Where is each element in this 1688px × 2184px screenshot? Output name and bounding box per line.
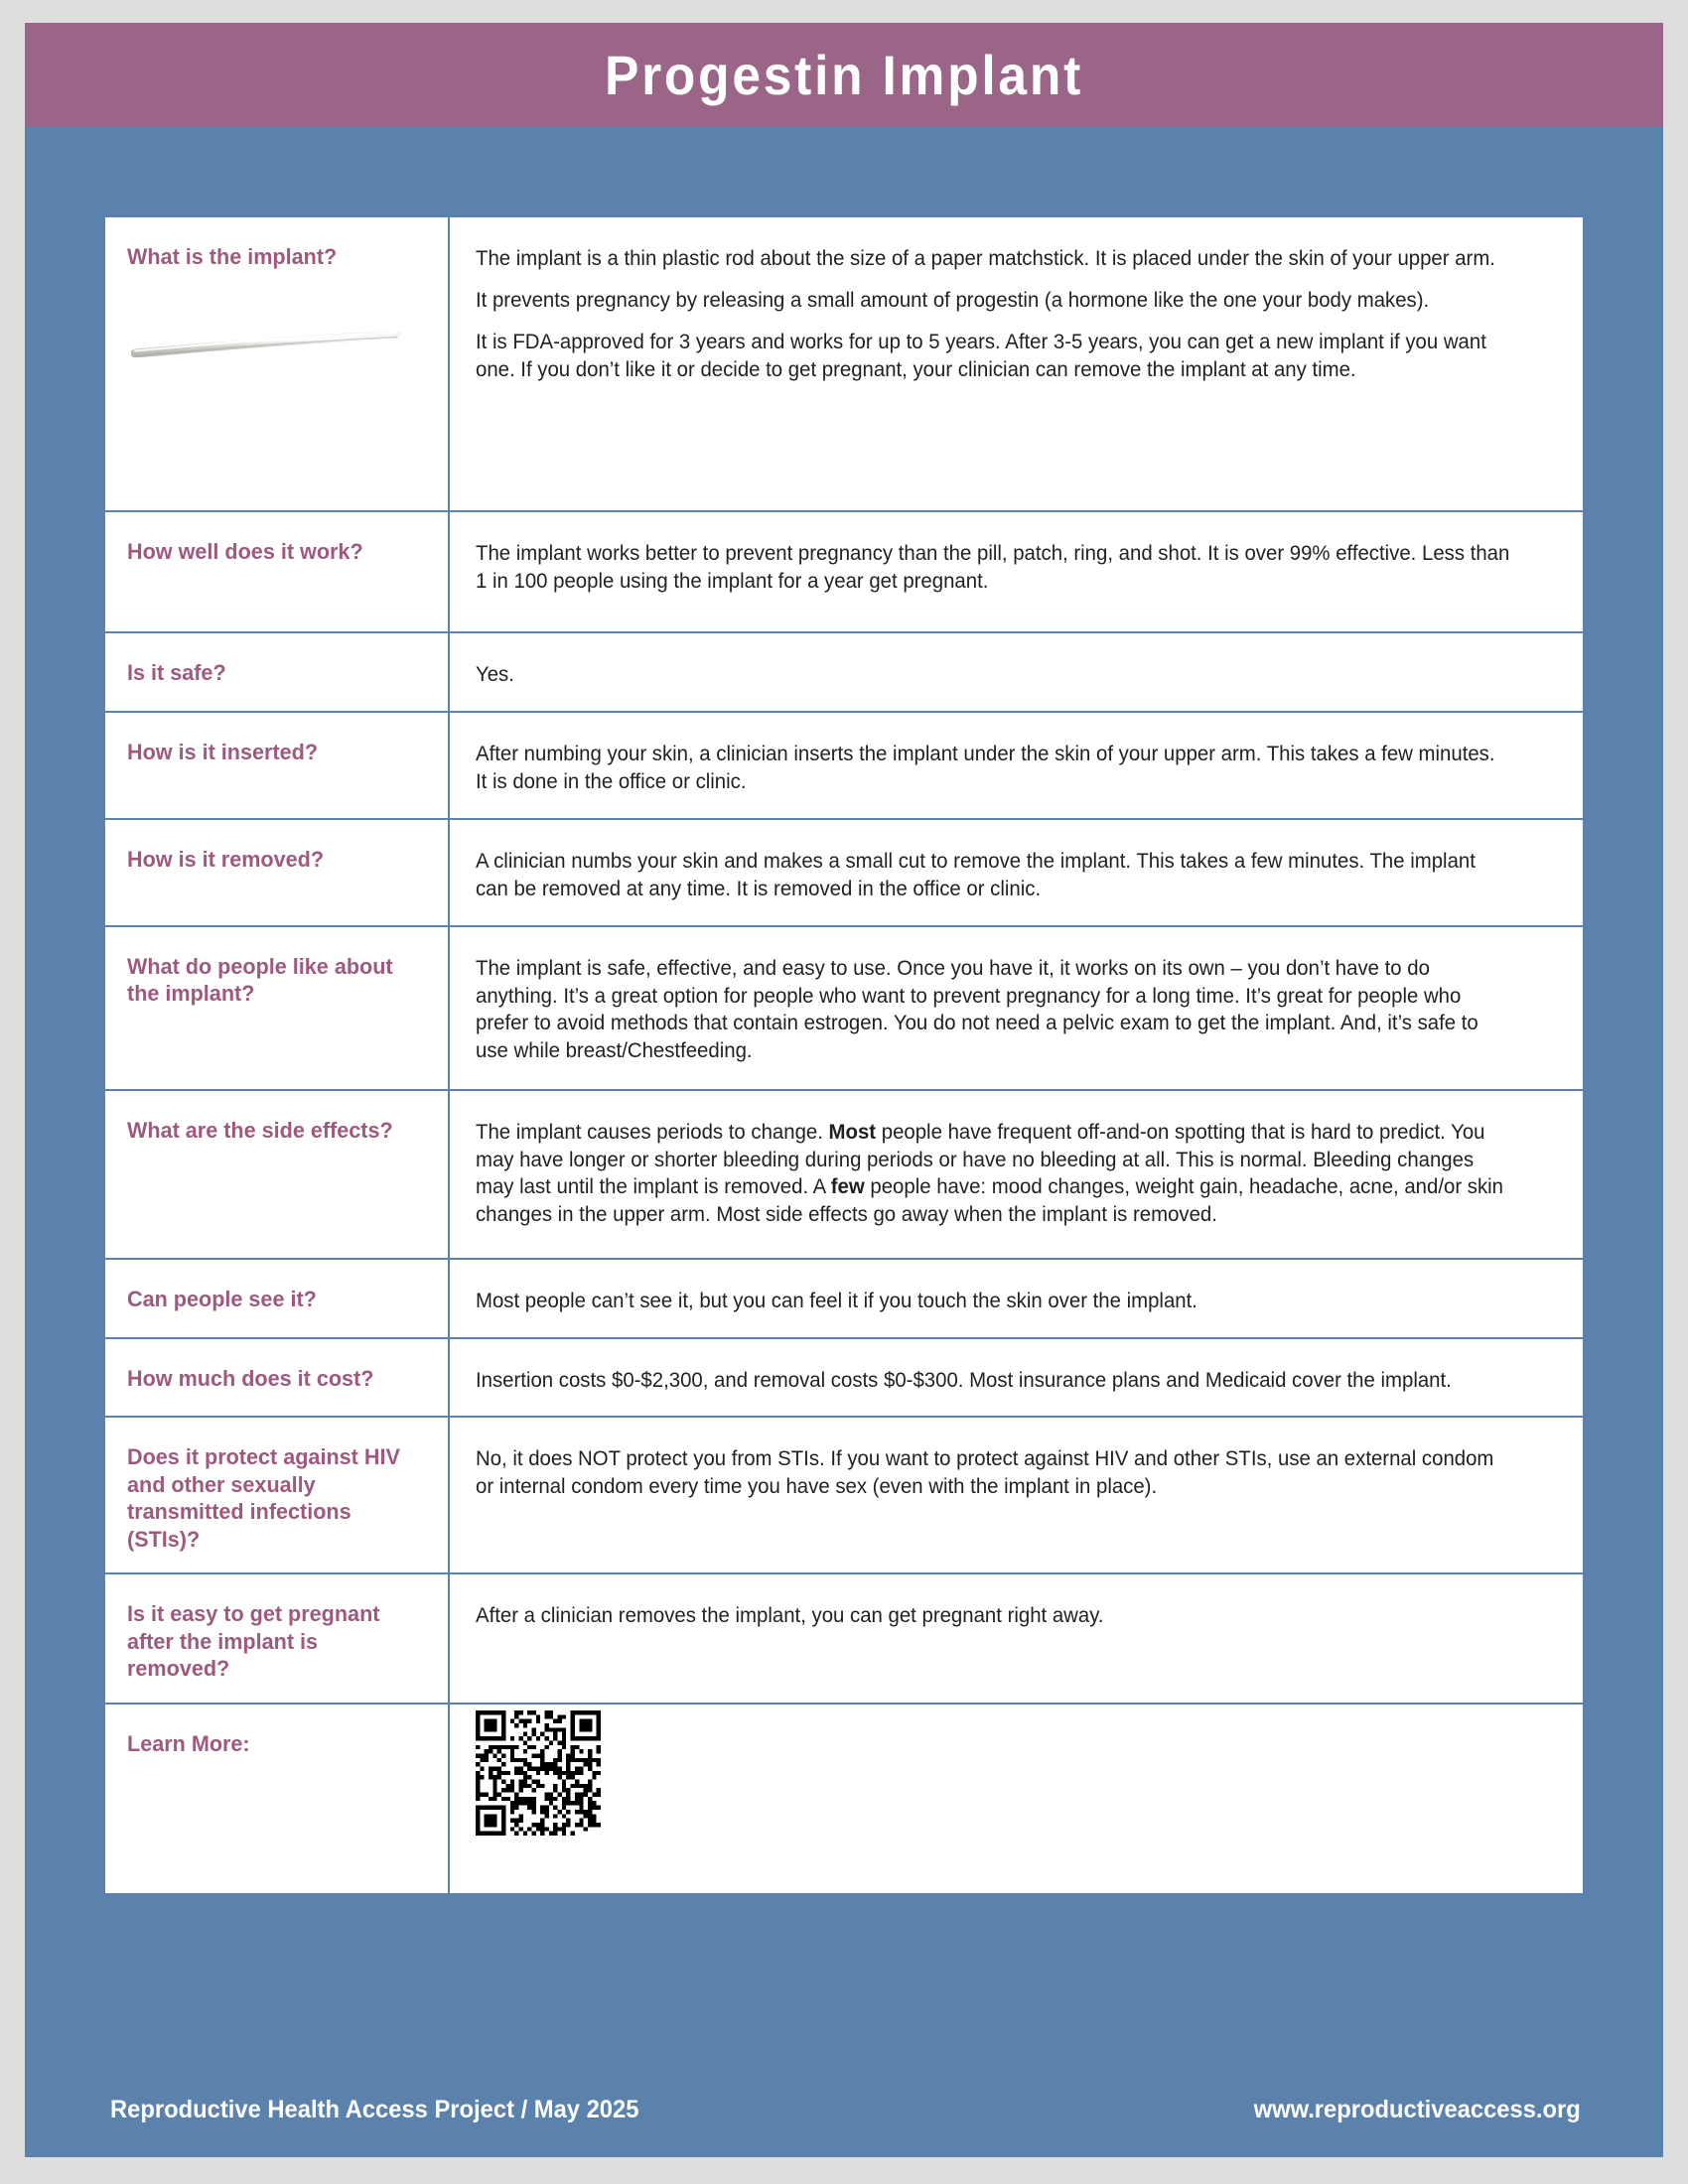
paragraph: Insertion costs $0-$2,300, and removal costs $0-$300. Most insurance plans and Medicaid cover the implant. xyxy=(476,1368,1452,1392)
paragraph: The implant causes periods to change. Most people have frequent off-and-on spotting that is hard to predict. You may have longer or shorter bleeding during periods or have no bleeding at all. This is normal. Bleeding changes may last until the implant is removed. A few people have: mood changes, weight gain, headache, acne, and/or skin changes in the upper arm. Most side effects go away when the implant is removed. xyxy=(476,1120,1503,1227)
row-body-cell xyxy=(450,1260,1583,1337)
table-row xyxy=(105,1705,1583,1893)
row-label: Is it safe? xyxy=(127,660,226,685)
row-label-cell xyxy=(105,1418,450,1572)
footer-organization: Reproductive Health Access Project / May 2025 xyxy=(110,2096,639,2123)
row-label: What do people like about the implant? xyxy=(127,953,393,1007)
row-label: How is it removed? xyxy=(127,846,325,872)
row-body-cell xyxy=(450,1339,1583,1417)
row-label: How well does it work? xyxy=(127,539,363,564)
paragraph: A clinician numbs your skin and makes a small cut to remove the implant. This takes a few minutes. The implant can be removed at any time. It is removed in the office or clinic. xyxy=(476,849,1476,900)
row-label: Can people see it? xyxy=(127,1286,317,1311)
footer-website[interactable]: www.reproductiveaccess.org xyxy=(1253,2096,1581,2123)
paragraph: Yes. xyxy=(476,663,514,686)
row-body-cell xyxy=(450,1418,1583,1572)
paragraph: No, it does NOT protect you from STIs. If you want to protect against HIV and other STIs, use an external condom or internal condom every time you have sex (even with the implant in place). xyxy=(476,1447,1494,1499)
table-row xyxy=(105,820,1583,927)
table-row xyxy=(105,713,1583,820)
row-label: How much does it cost? xyxy=(127,1365,374,1391)
row-label-cell xyxy=(105,1091,450,1258)
page-title: Progestin Implant xyxy=(604,44,1084,106)
implant-rod-figure xyxy=(127,288,415,407)
implant-rod-icon xyxy=(131,332,401,357)
table-row xyxy=(105,1574,1583,1704)
row-body-cell xyxy=(450,1705,1583,1893)
paragraph: After a clinician removes the implant, you can get pregnant right away. xyxy=(476,1604,1104,1628)
row-label: Does it protect against HIV and other sexually transmitted infections (STIs)? xyxy=(127,1444,400,1552)
faq-table xyxy=(104,216,1584,1894)
row-label-cell xyxy=(105,713,450,818)
row-label: Is it easy to get pregnant after the implant is removed? xyxy=(127,1601,380,1682)
row-body-cell xyxy=(450,820,1583,925)
footer-bar xyxy=(25,2063,1663,2157)
row-label-cell xyxy=(105,1260,450,1337)
paragraph: It is FDA-approved for 3 years and works for up to 5 years. After 3-5 years, you can get a new implant if you want one. If you don’t like it or decide to get pregnant, your clinician can remove the implant at any time. xyxy=(476,330,1486,381)
row-label: What are the side effects? xyxy=(127,1117,393,1143)
row-label-cell xyxy=(105,1339,450,1417)
row-label-cell xyxy=(105,927,450,1089)
paragraph: The implant is a thin plastic rod about the size of a paper matchstick. It is placed under the skin of your upper arm. xyxy=(476,247,1495,270)
row-body-cell xyxy=(450,713,1583,818)
row-body-cell xyxy=(450,927,1583,1089)
row-label-cell xyxy=(105,820,450,925)
paragraph: It prevents pregnancy by releasing a small amount of progestin (a hormone like the one your body makes). xyxy=(476,288,1430,312)
row-body-cell xyxy=(450,1574,1583,1702)
table-row xyxy=(105,217,1583,512)
paragraph: After numbing your skin, a clinician inserts the implant under the skin of your upper arm. This takes a few minutes. It is done in the office or clinic. xyxy=(476,742,1495,793)
row-label: How is it inserted? xyxy=(127,739,319,764)
row-label-cell xyxy=(105,1574,450,1702)
table-row xyxy=(105,1418,1583,1574)
table-row xyxy=(105,512,1583,633)
row-label-cell xyxy=(105,1705,450,1893)
table-row xyxy=(105,633,1583,713)
row-body-cell xyxy=(450,633,1583,711)
paragraph: Most people can’t see it, but you can feel it if you touch the skin over the implant. xyxy=(476,1289,1197,1312)
row-label: What is the implant? xyxy=(127,244,338,269)
row-label-cell xyxy=(105,512,450,631)
title-banner xyxy=(25,23,1663,127)
qr-code-icon[interactable] xyxy=(476,1710,601,1836)
row-body-cell xyxy=(450,1091,1583,1258)
row-label-cell xyxy=(105,633,450,711)
table-row xyxy=(105,1260,1583,1339)
paragraph: The implant works better to prevent pregnancy than the pill, patch, ring, and shot. It is over 99% effective. Less than 1 in 100 people using the implant for a year get pregnant. xyxy=(476,542,1510,593)
row-label-cell xyxy=(105,217,450,510)
row-body-cell xyxy=(450,217,1583,510)
row-body-cell xyxy=(450,512,1583,631)
table-row xyxy=(105,927,1583,1091)
table-row xyxy=(105,1339,1583,1419)
row-label: Learn More: xyxy=(127,1730,250,1756)
paragraph: The implant is safe, effective, and easy to use. Once you have it, it works on its own – you don’t have to do anything. It’s a great option for people who want to prevent pregnancy for a long time. It’s great for people who prefer to avoid methods that contain estrogen. You do not need a pelvic exam to get the implant. And, it’s safe to use while breast/Chestfeeding. xyxy=(476,956,1478,1063)
table-row xyxy=(105,1091,1583,1260)
